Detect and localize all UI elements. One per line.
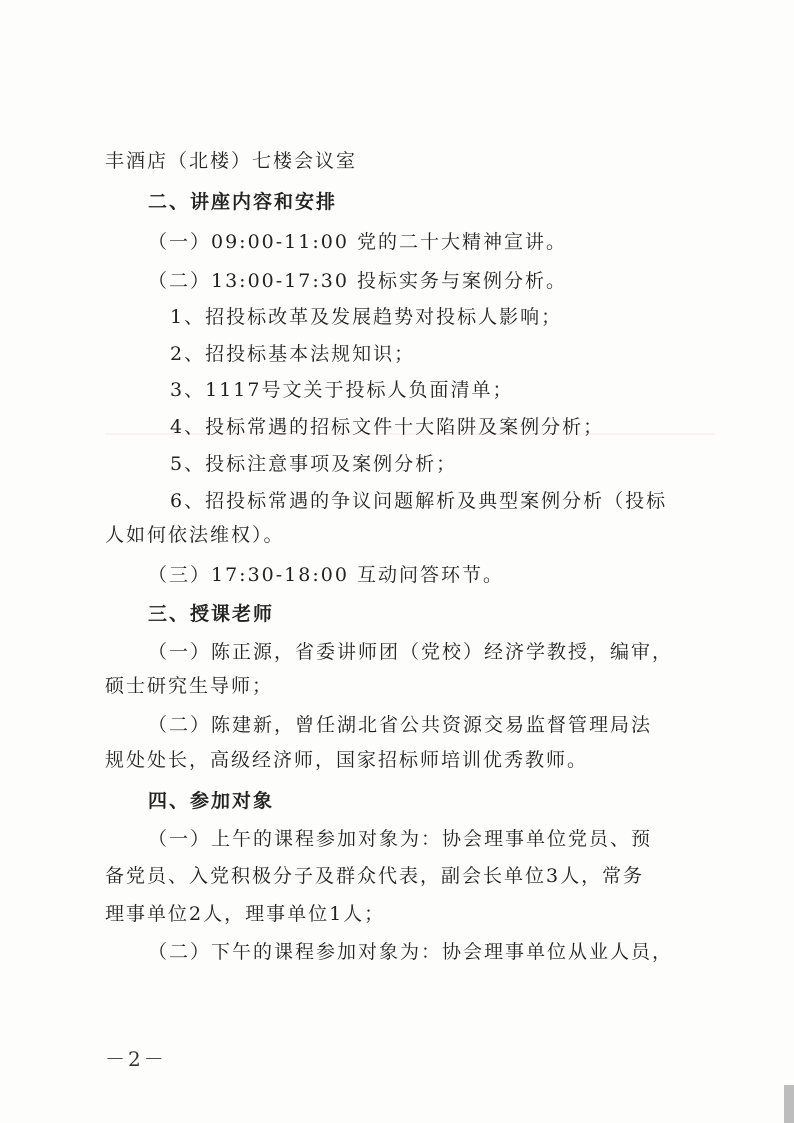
schedule-item-2: （二）13:00-17:30 投标实务与案例分析。 bbox=[148, 270, 567, 292]
participant-item-1: （一）上午的课程参加对象为：协会理事单位党员、预 bbox=[148, 828, 653, 850]
teacher-item-1: （一）陈正源，省委讲师团（党校）经济学教授，编审， bbox=[148, 641, 674, 663]
teacher-item-2-continuation: 规处处长，高级经济师，国家招标师培训优秀教师。 bbox=[105, 749, 589, 771]
participant-item-2: （二）下午的课程参加对象为：协会理事单位从业人员， bbox=[148, 941, 674, 963]
schedule-item-3: （三）17:30-18:00 互动问答环节。 bbox=[148, 564, 504, 586]
teacher-item-1-continuation: 硕士研究生导师； bbox=[105, 675, 274, 697]
section-heading-4: 四、参加对象 bbox=[148, 790, 275, 812]
section-heading-3: 三、授课老师 bbox=[148, 603, 275, 625]
topic-item-4: 4、投标常遇的招标文件十大陷阱及案例分析； bbox=[170, 416, 605, 438]
topic-item-6-continuation: 人如何依法维权）。 bbox=[105, 524, 285, 546]
topic-item-3: 3、1117号文关于投标人负面清单； bbox=[170, 379, 514, 401]
scan-edge-mark bbox=[784, 1085, 794, 1123]
topic-item-5: 5、投标注意事项及案例分析； bbox=[170, 453, 458, 475]
participant-item-1-continuation-a: 备党员、入党积极分子及群众代表，副会长单位3人，常务 bbox=[105, 865, 645, 887]
topic-item-2: 2、招投标基本法规知识； bbox=[170, 343, 416, 365]
schedule-item-1: （一）09:00-11:00 党的二十大精神宣讲。 bbox=[148, 231, 567, 253]
section-heading-2: 二、讲座内容和安排 bbox=[148, 191, 338, 213]
page-number: －2－ bbox=[105, 1047, 167, 1071]
topic-item-1: 1、招投标改革及发展趋势对投标人影响； bbox=[170, 306, 563, 328]
participant-item-1-continuation-b: 理事单位2人，理事单位1人； bbox=[105, 903, 386, 925]
body-line-continuation: 丰酒店（北楼）七楼会议室 bbox=[105, 150, 358, 172]
topic-item-6: 6、招投标常遇的争议问题解析及典型案例分析（投标 bbox=[170, 490, 668, 512]
teacher-item-2: （二）陈建新，曾任湖北省公共资源交易监督管理局法 bbox=[148, 714, 653, 736]
